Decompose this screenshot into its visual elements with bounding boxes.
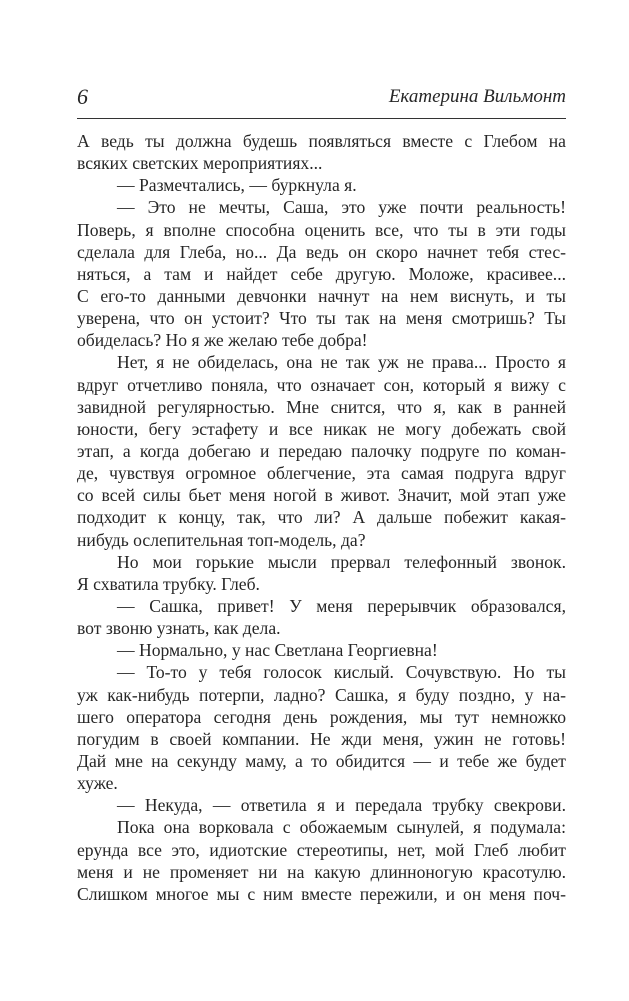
text-line: нибудь ослепительная топ-модель, да? <box>77 529 366 550</box>
text-line: юности, бегу эстафету и все никак не могу добежать свой <box>77 418 566 439</box>
text-line: няться, а там и найдет себе другую. Моложе, красивее... <box>77 263 566 284</box>
text-line: — Нормально, у нас Светлана Георгиевна! <box>117 640 438 661</box>
page-number: 6 <box>77 84 88 109</box>
text-line: этап, а когда добегаю и передаю палочку подруге по коман- <box>77 440 566 461</box>
text-line: — Размечтались, — буркнула я. <box>117 175 357 196</box>
running-header <box>77 84 566 114</box>
text-line: Но мои горькие мысли прервал телефонный звонок. <box>117 551 566 572</box>
text-line: Нет, я не обиделась, она не так уж не права... Просто я <box>117 352 566 373</box>
text-line: Я схватила трубку. Глеб. <box>77 573 260 594</box>
text-line: Слишком многое мы с ним вместе пережили, и он меня поч- <box>77 883 566 904</box>
text-line: вот звоню узнать, как дела. <box>77 618 281 639</box>
text-line: меня и не променяет ни на какую длинноногую красотулю. <box>77 861 566 882</box>
text-line: — То-то у тебя голосок кислый. Сочувствую. Но ты <box>117 662 566 683</box>
text-line: уж как-нибудь потерпи, ладно? Сашка, я буду поздно, у на- <box>77 684 566 705</box>
running-title: Екатерина Вильмонт <box>388 86 566 107</box>
page-body-text <box>77 130 566 905</box>
text-line: обиделась? Но я же желаю тебе добра! <box>77 330 368 351</box>
text-line: — Сашка, привет! У меня перерывчик образовался, <box>117 595 566 616</box>
text-line: завидной регулярностью. Мне снится, что я, как в ранней <box>77 396 566 417</box>
text-line: шего оператора сегодня день рождения, мы тут немножко <box>77 706 566 727</box>
text-line: Поверь, я вполне способна оценить все, что ты в эти годы <box>77 219 566 240</box>
text-line: де, чувствуя огромное облегчение, эта самая подруга вдруг <box>77 463 566 484</box>
text-line: С его-то данными девчонки начнут на нем виснуть, и ты <box>77 285 566 306</box>
text-line: ерунда все это, идиотские стереотипы, нет, мой Глеб любит <box>77 839 566 860</box>
text-line: со всей силы бьет меня ногой в живот. Значит, мой этап уже <box>77 485 566 506</box>
text-line: уверена, что он устоит? Что ты так на меня смотришь? Ты <box>77 308 566 329</box>
header-rule <box>77 118 566 119</box>
text-line: всяких светских мероприятиях... <box>77 153 323 174</box>
text-line: — Это не мечты, Саша, это уже почти реальность! <box>117 197 566 218</box>
text-line: хуже. <box>77 773 118 794</box>
text-line: А ведь ты должна будешь появляться вместе с Глебом на <box>77 131 566 151</box>
text-line: Дай мне на секунду маму, а то обидится — и тебе же будет <box>77 750 566 771</box>
text-line: погудим в своей компании. Не жди меня, ужин не готовь! <box>77 728 566 749</box>
text-line: — Некуда, — ответила я и передала трубку свекрови. <box>117 795 566 816</box>
text-line: вдруг отчетливо поняла, что означает сон, который я вижу с <box>77 374 566 395</box>
text-line: Пока она ворковала с обожаемым сынулей, я подумала: <box>117 817 566 838</box>
text-line: подходит к концу, так, что ли? А дальше побежит какая- <box>77 507 566 528</box>
text-line: сделала для Глеба, но... Да ведь он скоро начнет тебя стес- <box>77 241 566 262</box>
